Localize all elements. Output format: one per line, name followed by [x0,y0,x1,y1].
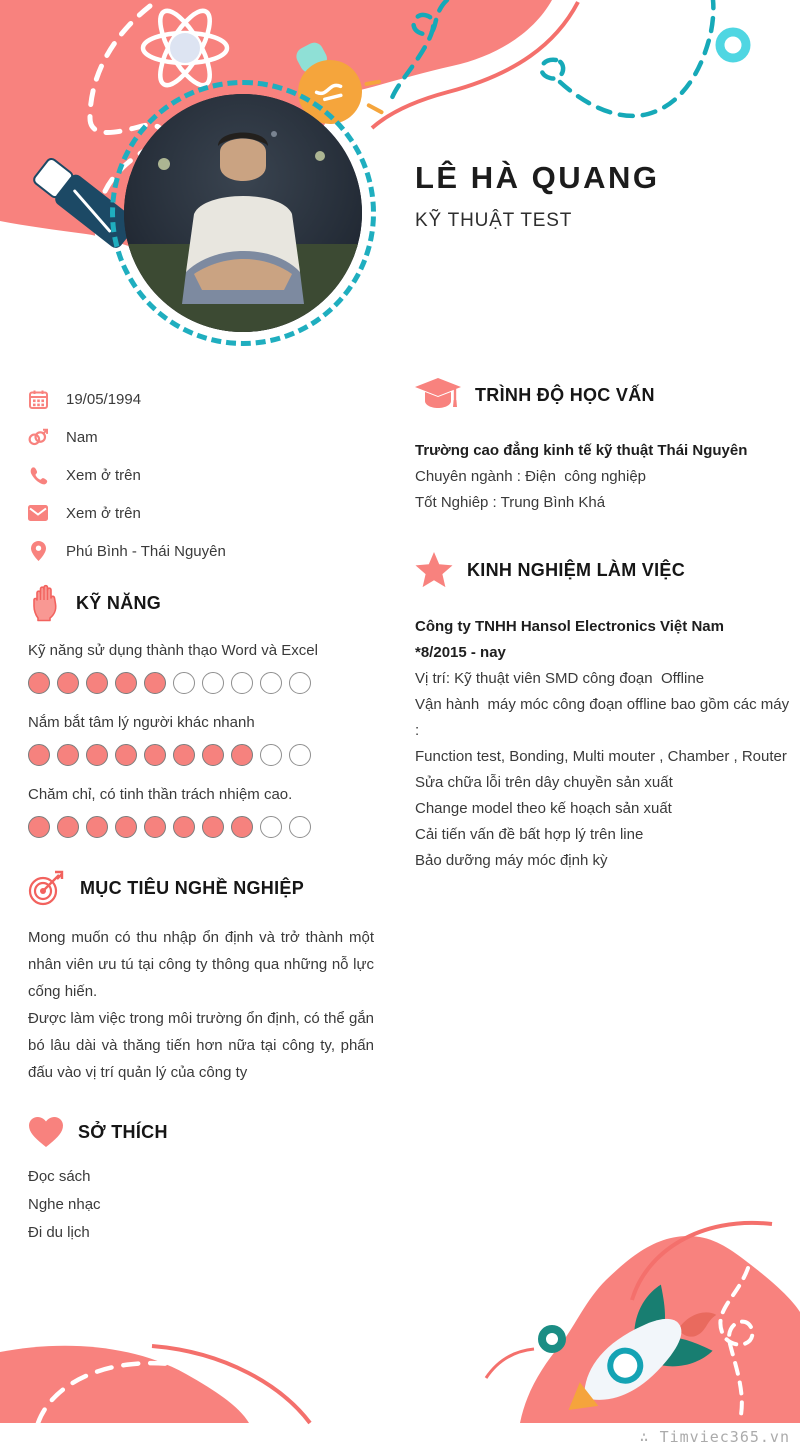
experience-line: Change model theo kế hoạch sản xuất [415,800,672,817]
hobby-item: Nghe nhạc [28,1196,101,1213]
experience-line: Function test, Bonding, Multi mouter , Chamber , Router [415,748,787,765]
location-icon [28,541,48,561]
objective-section [28,870,374,1086]
skill-dot [144,672,166,694]
hobbies-header [28,1116,374,1148]
donut-icon-top [720,32,746,58]
skill-dot [57,744,79,766]
objective-text [28,924,374,1086]
email-value: Xem ở trên [66,504,141,522]
skill-item [28,642,374,694]
skill-dot [202,816,224,838]
education-heading: TRÌNH ĐỘ HỌC VẤN [475,384,655,405]
objective-header [28,870,374,906]
birthday-value: 19/05/1994 [66,390,142,408]
skill-dot [289,816,311,838]
skill-label: Chăm chỉ, có tinh thần trách nhiệm cao. [28,786,293,803]
left-column [28,380,374,1246]
skill-dot [202,744,224,766]
skill-dot [173,816,195,838]
skill-dot [115,816,137,838]
hobbies-section [28,1116,374,1246]
experience-body [415,614,793,874]
phone-value: Xem ở trên [66,466,141,484]
education-school: Trường cao đẳng kinh tế kỹ thuật Thái Nguyên [415,442,748,459]
skill-dot [260,672,282,694]
target-icon [28,870,66,906]
profile-photo-placeholder [124,94,362,332]
watermark: ∴ Timviec365.vn [639,1428,790,1446]
gender-value: Nam [66,428,98,446]
skill-item [28,786,374,838]
profile-photo [124,94,362,332]
hobbies-heading: SỞ THÍCH [78,1121,168,1142]
skill-label: Nắm bắt tâm lý người khác nhanh [28,714,255,731]
education-section [415,378,793,516]
contact-row-phone [28,456,374,494]
contact-row-gender [28,418,374,456]
experience-line: Vận hành máy móc công đoạn offline bao gồm các máy : [415,696,794,739]
candidate-title: KỸ THUẬT TEST [415,210,573,231]
experience-company: Công ty TNHH Hansol Electronics Việt Nam [415,618,724,635]
contact-row-email [28,494,374,532]
skill-dot [231,816,253,838]
small-arc-line [486,1349,534,1378]
education-body [415,438,793,516]
hand-icon [28,584,62,622]
email-icon [28,503,48,523]
education-major: Chuyên ngành : Điện công nghiệp [415,468,647,485]
skills-heading: KỸ NĂNG [76,592,162,613]
experience-line: Bảo dưỡng máy móc định kỳ [415,852,608,869]
skill-dot [144,744,166,766]
candidate-name: LÊ HÀ QUANG [415,160,660,195]
skill-dot [86,816,108,838]
skill-dot [260,816,282,838]
experience-line: Cải tiến vấn đề bất hợp lý trên line [415,826,644,843]
skill-dot [289,744,311,766]
header [415,160,660,232]
skill-dot [260,744,282,766]
skill-dot [202,672,224,694]
skill-dots [28,672,374,694]
experience-line: Vị trí: Kỹ thuật viên SMD công đoạn Offline [415,670,705,687]
experience-heading: KINH NGHIỆM LÀM VIỆC [467,559,686,580]
contact-row-birthday [28,380,374,418]
hobby-item: Đi du lịch [28,1224,90,1241]
experience-header [415,552,793,588]
skill-dot [173,672,195,694]
graduation-cap-icon [415,378,461,412]
location-value: Phú Bình - Thái Nguyên [66,542,226,560]
heart-icon [28,1116,64,1148]
education-header [415,378,793,412]
education-grade: Tốt Nghiêp : Trung Bình Khá [415,494,606,511]
objective-paragraph: Được làm việc trong môi trường ổn định, có thể gắn bó lâu dài và thăng tiến hơn nữa tại công ty, phấn đấu vào vị trí quản lý của công ty [28,1010,374,1081]
right-column [415,378,793,874]
skill-dot [28,744,50,766]
skill-dot [115,744,137,766]
hobby-item: Đọc sách [28,1168,91,1185]
skill-dots [28,816,374,838]
skill-dot [231,744,253,766]
profile-photo-ring [110,80,376,346]
skill-dot [28,672,50,694]
contact-list [28,380,374,570]
experience-line: Sửa chữa lỗi trên dây chuyền sản xuất [415,774,673,791]
skill-item [28,714,374,766]
objective-heading: MỤC TIÊU NGHỀ NGHIỆP [80,877,305,898]
contact-row-location [28,532,374,570]
skill-label: Kỹ năng sử dụng thành thạo Word và Excel [28,642,318,659]
skill-dot [115,672,137,694]
gender-icon [28,427,48,447]
objective-paragraph: Mong muốn có thu nhập ổn định và trở thành một nhân viên ưu tú tại công ty thông qua những nỗ lực cống hiến. [28,929,374,1000]
skill-dot [231,672,253,694]
skill-dot [57,672,79,694]
skill-dot [144,816,166,838]
skill-dots [28,744,374,766]
skill-dot [86,744,108,766]
skill-dot [28,816,50,838]
experience-section [415,552,793,874]
calendar-icon [28,389,48,409]
skills-section [28,584,374,838]
skill-dot [289,672,311,694]
donut-icon-bottom [542,1329,562,1349]
skill-dot [57,816,79,838]
star-icon [415,552,453,588]
skill-dot [86,672,108,694]
experience-period: *8/2015 - nay [415,644,506,661]
skill-dot [173,744,195,766]
phone-icon [28,465,48,485]
skills-header [28,584,374,622]
